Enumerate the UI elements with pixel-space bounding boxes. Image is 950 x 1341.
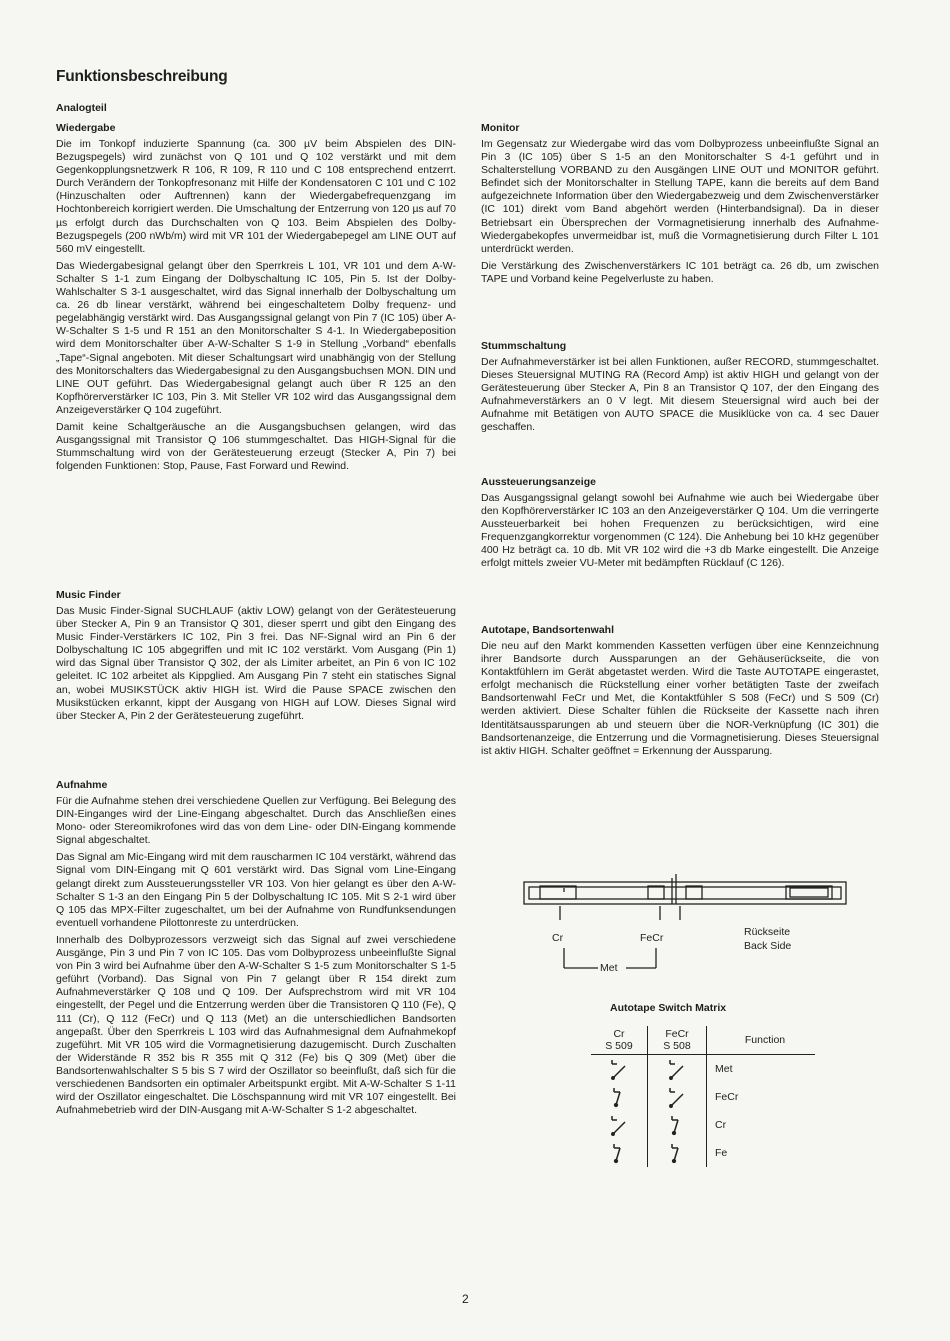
matrix-function: FeCr [715,1091,739,1103]
header-cr-name: Cr [613,1028,625,1040]
paragraph: Im Gegensatz zur Wiedergabe wird das vom Dolbyprozess unbeeinflußte Signal an Pin 3 (IC 105) über S 1-5 an den Monitorschalter S 4-1 geführt und in Schalterstellung VORBAND zu den Ausgängen LINE OUT und MONITOR geführt. Befindet sich der Monitorschalter in Stellung TAPE, kann die bereits auf dem Band aufgezeichnete Information über den Wiedergabezweig und dem Zwischenverstärker (IC 101) direkt vom Band abgehört werden (Hinterbandsignal). Da in dieser Betriebsart ein Übersprechen der Vormagnetisierung innerhalb des Aufnahme-Wiedergabekopfes unvermeidbar ist, muß die Vormagnetisierung durch Filter L 101 unterdrückt werden. [481,138,879,255]
header-cr-id: S 509 [605,1040,633,1052]
diagram-label-rueckseite: Rückseite [744,926,791,938]
heading-aussteuerungsanzeige: Aussteuerungsanzeige [481,476,596,488]
heading-aufnahme: Aufnahme [56,779,108,791]
cassette-backside-drawing [520,868,850,988]
header-fecr-name: FeCr [665,1028,689,1040]
heading-autotape: Autotape, Bandsortenwahl [481,624,615,636]
paragraph: Das Wiedergabesignal gelangt über den Sperrkreis L 101, VR 101 und dem A-W-Schalter S 1-1 zum Eingang der Dolbyschaltung IC 105, Pin 5. Ist der Dolby-Wahlschalter S 3-1 ausgeschaltet, wird das Signal innerhalb der Dolbyschaltung um ca. 26 db linear verstärkt, während bei eingeschaltetem Dolby frequenz- und pegelabhängig verstärkt wird. Das Ausgangssignal gelangt von Pin 7 (IC 105) über A-W-Schalter S 1-5 und R 151 an den Monitorschalter S 4-1. In Wiedergabeposition wird dem Monitorschalter über A-W-Schalter S 1-9 in Stellung „Vorband“ ebenfalls „Tape“-Signal angeboten. Mit dieser Schaltungsart wird unabhängig von der Stellung des Monitorschalters das Wiedergabesignal zu den Ausgangsbuchsen MON. DIN und LINE OUT geführt. Das Wiedergabesignal gelangt auch über R 125 an den Kopfhörerverstärker IC 103, Pin 3. Mit Steller VR 102 wird das Ausgangssignal dem Anzeigeverstärker Q 104 zugeführt. [56,259,456,416]
paragraph: Das Signal am Mic-Eingang wird mit dem rauscharmen IC 104 verstärkt, während das Signal vom DIN-Eingang mit Q 601 verstärkt wird. Das Signal vom Line-Eingang gelangt direkt zum Aussteuerungssteller VR 103. Von hier gelangt es über den A-W-Schalter S 1-3 an den Eingang Pin 5 der Dolbyschaltung IC 105. Mit S 2-1 wird über Q 105 das MPX-Filter zugeschaltet, um bei der Aufnahme von Rundfunksendungen eventuell vorhandene Pilottonreste zu unterdrücken. [56,851,456,929]
switch-open-icon [667,1058,687,1080]
paragraph: Das Music Finder-Signal SUCHLAUF (aktiv LOW) gelangt von der Gerätesteuerung über Stecker A, Pin 9 an Transistor Q 301, dieser sperrt und gibt den Eingang des Music Finder-Verstärkers IC 102, Pin 3 frei. Das NF-Signal wird an Pin 6 der Dolbyschaltung IC 105 abgegriffen und mit IC 102 verstärkt. Vom Ausgang (Pin 1) wird das Signal über Transistor Q 302, der als Limiter arbeitet, an Pin 6 von IC 102 geleitet. IC 102 arbeitet als Kippglied. Am Ausgang Pin 7 steht ein statisches Signal an, wobei MUSIKSTÜCK aktiv HIGH ist. Wird die Pause SPACE zwischen den Musikstücken erkannt, kippt der Ausgang von HIGH auf LOW. Dieses Signal wird über Stecker A, Pin 2 der Gerätesteuerung zugeführt. [56,605,456,722]
paragraph: Das Ausgangssignal gelangt sowohl bei Aufnahme wie auch bei Wiedergabe über den Kopfhörerverstärker IC 103 an den Anzeigeverstärker Q 104. Um die verringerte Aussteuerbarkeit bei hohen Frequenzen zu berücksichtigen, wird eine Frequenzgangkorrektur vorgenommen (C 124). Die Anhebung bei 10 kHz gegenüber 400 Hz beträgt ca. 10 db. Mit VR 102 wird die +3 db Marke eingestellt. Die Anzeige erfolgt mittels zweier VU-Meter mit bedämpften Rücklauf (C 126). [481,492,879,570]
heading-monitor: Monitor [481,122,520,134]
matrix-header-row [591,1026,815,1055]
page-number: 2 [462,1292,469,1306]
section-heading-analogteil: Analogteil [56,102,107,114]
section-music-finder [56,589,456,727]
switch-open-icon [609,1114,629,1136]
matrix-row [591,1111,815,1139]
matrix-row [591,1055,815,1084]
matrix-row [591,1139,815,1167]
paragraph: Für die Aufnahme stehen drei verschiedene Quellen zur Verfügung. Bei Belegung des DIN-Einganges wird der Line-Eingang abgeschaltet. Durch das Anschließen eines Mono- oder Stereomikrofones wird das von dem Line- oder DIN-Eingang kommende Signal abgeschaltet. [56,795,456,847]
switch-closed-icon [667,1142,687,1164]
heading-wiedergabe: Wiedergabe [56,122,116,134]
heading-music-finder: Music Finder [56,589,121,601]
paragraph: Die neu auf den Markt kommenden Kassetten verfügen über eine Kennzeichnung ihrer Bandsorte durch Aussparungen an der Gehäuserückseite, die von Kontaktfühlern im Gerät abgetastet werden. Wird die Taste AUTOTAPE eingerastet, erfolgt mechanisch die Rückstellung einer vorher betätigten Taste der zweifach Bandsortenwahl FeCr und Met, die Kontaktfühler S 508 (FeCr) und S 509 (Cr) werden aktiviert. Diese Schalter fühlen die Rückseite der Kassette nach ihren Identitätsaussparungen ab und steuern über die NOR-Verknüpfung (IC 301) die Bandsortenanzeige, die Entzerrung und die Vormagnetisierung. Dieses Steuersignal ist aktiv HIGH. Schalter geöffnet = Erkennung der Aussparung. [481,640,879,757]
switch-closed-icon [667,1114,687,1136]
section-aussteuerungsanzeige [481,476,879,575]
section-monitor [481,122,879,290]
matrix-header-function: Function [707,1026,816,1055]
page-title: Funktionsbeschreibung [56,68,228,85]
matrix-row [591,1083,815,1111]
switch-open-icon [667,1086,687,1108]
paragraph: Der Aufnahmeverstärker ist bei allen Funktionen, außer RECORD, stummgeschaltet. Dieses Steuersignal MUTING RA (Record Amp) ist aktiv HIGH und gelangt von der Gerätesteuerung über Stecker A, Pin 8 an Transistor Q 107, der den Eingang des Aufnahmeverstärkers an 0 V legt. Mit diesem Steuersignal wird auch bei der Aufnahme mit Betätigen von AUTO SPACE die Musiklücke von ca. 4 sec Dauer geschaffen. [481,356,879,434]
paragraph: Die Verstärkung des Zwischenverstärkers IC 101 beträgt ca. 26 db, um zwischen TAPE und Vorband keine Pegelverluste zu haben. [481,259,879,285]
matrix-header-fecr [648,1026,707,1055]
matrix-function: Fe [715,1147,728,1159]
autotape-switch-matrix [591,1026,815,1167]
section-stummschaltung [481,340,879,439]
paragraph: Innerhalb des Dolbyprozessors verzweigt sich das Signal auf zwei verschiedene Ausgänge, Pin 3 und Pin 7 von IC 105. Das vom Dolbyprozess unbeeinflußte Signal von Pin 3 wird bei Aufnahme über den A-W-Schalter S 1-5 zum Monitorschalter S 1-5 geführt (Vorband). Das Signal von Pin 7 gelangt über R 154 direkt zum Aufnahmeverstärker Q 108 und Q 109. Der Aufsprechstrom wird mit VR 104 eingestellt, der Pegel und die Entzerrung werden über die Transistoren Q 110 (Fe), Q 111 (Cr), Q 112 (FeCr) und Q 113 (Met) an die unterschiedlichen Bandsorten angepaßt. Über den Sperrkreis L 103 wird das Aufnahmesignal dem Aufnahmekopf zugeführt. Mit VR 105 wird die Vormagnetisierung dazugemischt. Durch Zuschalten der Widerstände R 352 bis R 355 mit Q 312 (Fe) bis Q 309 (Met) über die Bandsortenwahlschalter S 5 bis S 7 wird der Oszillator so beeinflußt, daß sich für die verschiedenen Bandsorten ein optimaler Arbeitspunkt ergibt. Mit A-W-Schalter S 1-11 wird der Oszillator eingeschaltet. Die Löschspannung wird mit VR 107 eingestellt. Bei Aufnahmebetrieb wird der DIN-Ausgang mit A-W-Schalter S 1-2 abgeschaltet. [56,933,456,1117]
switch-closed-icon [609,1086,629,1108]
cassette-backside-diagram [520,868,850,988]
paragraph: Die im Tonkopf induzierte Spannung (ca. 300 µV beim Abspielen des DIN-Bezugspegels) wird zunächst von Q 101 und Q 102 verstärkt und mit dem Gegenkopplungsnetzwerk R 106, R 109, R 110 und C 108 entsprechend entzerrt. Durch Verändern der Tonkopfresonanz mit Hilfe der Kondensatoren C 101 und C 102 (Hinzuschalten oder Auftrennen) kann der Wiedergabefrequenzgang im Hochtonbereich korrigiert werden. Die Umschaltung der Entzerrung von 120 µs auf 70 µs erfolgt durch das Durchschalten von Q 103. Beim Abspielen des Dolby-Bezugspegels (200 nWb/m) wird mit VR 101 der Wiedergabepegel am LINE OUT auf 560 mV eingestellt. [56,138,456,255]
diagram-label-met: Met [600,962,618,974]
matrix-title: Autotape Switch Matrix [610,1002,727,1014]
matrix-function: Met [715,1063,733,1075]
diagram-label-cr: Cr [552,932,564,944]
section-wiedergabe [56,122,456,477]
heading-stummschaltung: Stummschaltung [481,340,567,352]
section-autotape [481,624,879,762]
diagram-label-backside: Back Side [744,940,792,952]
switch-open-icon [609,1058,629,1080]
diagram-label-fecr: FeCr [640,932,664,944]
matrix-header-cr [591,1026,648,1055]
switch-closed-icon [609,1142,629,1164]
paragraph: Damit keine Schaltgeräusche an die Ausgangsbuchsen gelangen, wird das Ausgangssignal mit Transistor Q 106 stummgeschaltet. Das HIGH-Signal für die Stummschaltung wird von der Gerätesteuerung erzeugt (Stecker A, Pin 7) bei folgenden Funktionen: Stop, Pause, Fast Forward und Rewind. [56,420,456,473]
section-aufnahme [56,779,456,1121]
header-fecr-id: S 508 [663,1040,691,1052]
matrix-function: Cr [715,1119,727,1131]
